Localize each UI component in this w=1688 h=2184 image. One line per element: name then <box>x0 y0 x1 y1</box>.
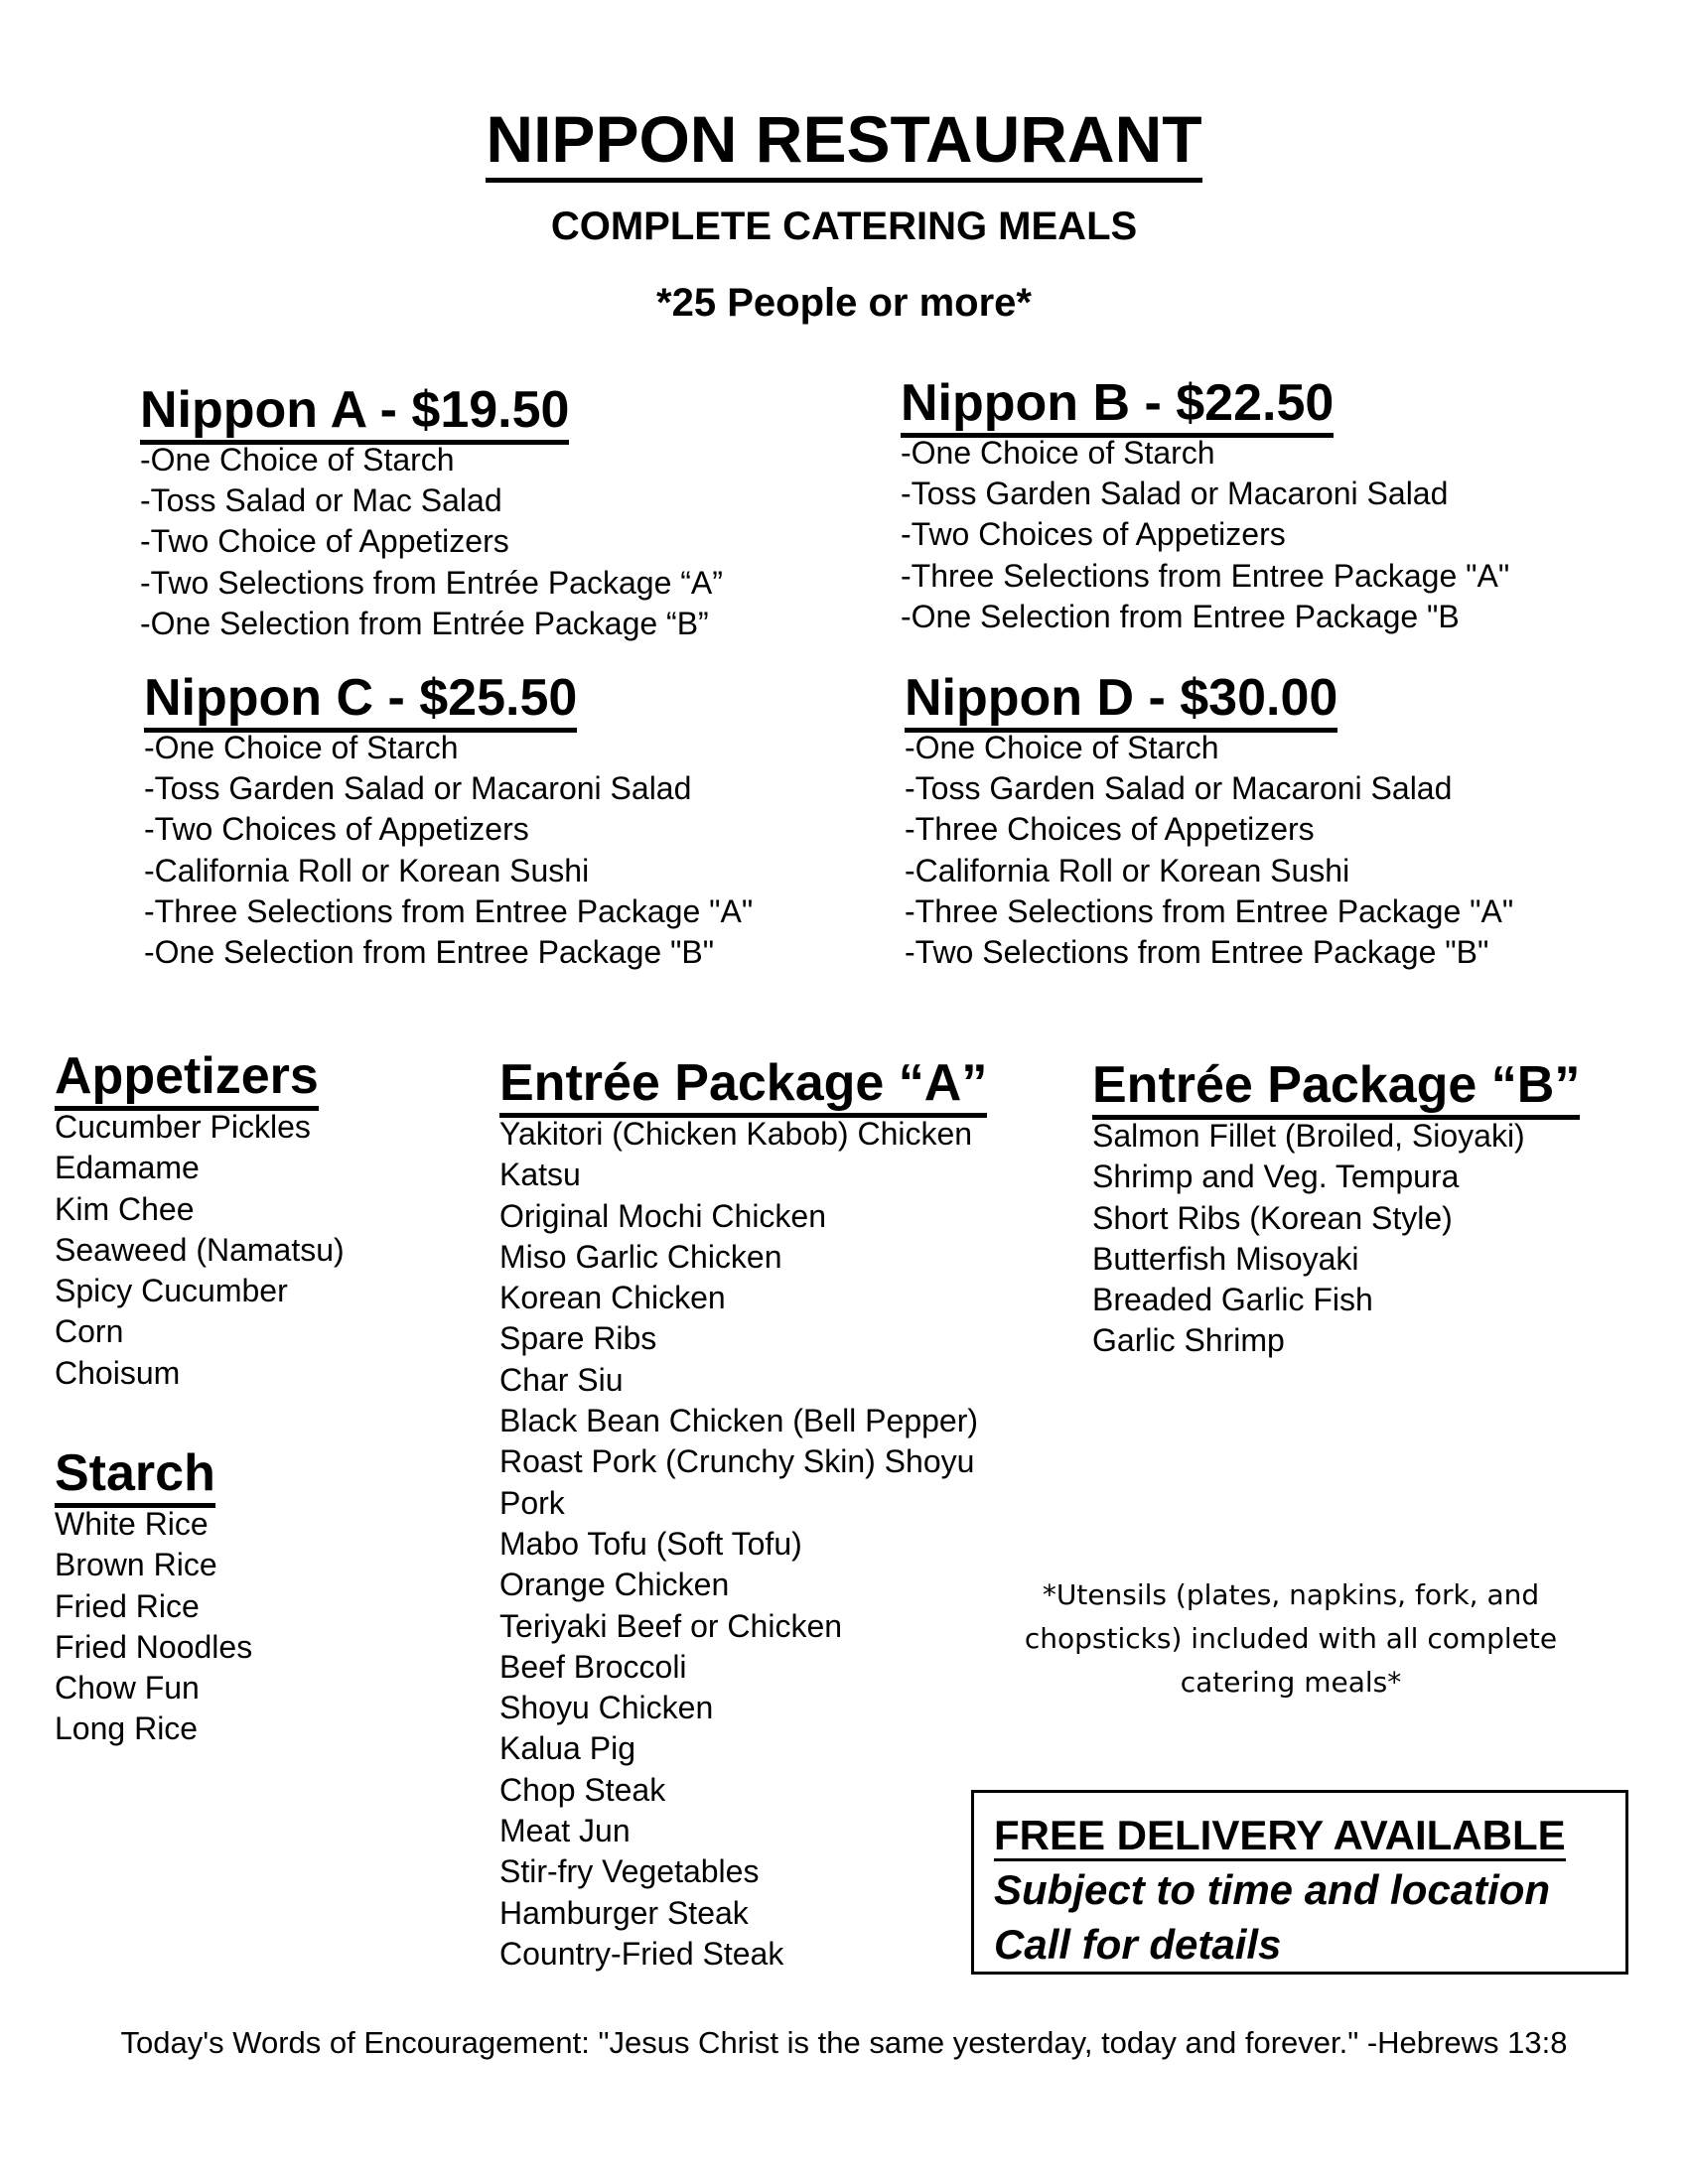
entree-a-item: Country-Fried Steak <box>499 1935 784 1972</box>
starch-item: Fried Rice <box>55 1587 200 1624</box>
entree-b-heading: Entrée Package “B” <box>1092 1054 1580 1116</box>
entree-b-item: Garlic Shrimp <box>1092 1322 1285 1359</box>
entree-a-item: Shoyu Chicken <box>499 1690 714 1726</box>
utensils-line-2: chopsticks) included with all complete <box>1024 1622 1558 1655</box>
people-note: *25 People or more* <box>656 281 1032 325</box>
entree-b-item: Breaded Garlic Fish <box>1092 1282 1373 1318</box>
package-b-item: -One Choice of Starch <box>901 435 1215 471</box>
utensils-line-1: *Utensils (plates, napkins, fork, and <box>1042 1578 1540 1611</box>
appetizer-item: Cucumber Pickles <box>55 1109 311 1145</box>
package-d-item: -One Choice of Starch <box>905 730 1219 765</box>
appetizers-list <box>55 1107 345 1394</box>
appetizer-item: Choisum <box>55 1354 181 1391</box>
package-d-item: -Two Selections from Entree Package "B" <box>905 934 1489 971</box>
starch-section <box>55 1442 252 1750</box>
delivery-box <box>971 1790 1628 1975</box>
appetizer-item: Corn <box>55 1313 124 1350</box>
entree-a-item: Original Mochi Chicken <box>499 1197 827 1234</box>
package-d-item: -California Roll or Korean Sushi <box>905 852 1350 888</box>
package-c-item: -California Roll or Korean Sushi <box>144 852 590 888</box>
entree-a-list <box>499 1114 987 1975</box>
package-a-item: -Two Choice of Appetizers <box>140 523 509 560</box>
entree-a-item: Hamburger Steak <box>499 1894 749 1931</box>
package-c-item: -One Choice of Starch <box>144 730 459 765</box>
package-c-list <box>144 728 753 973</box>
appetizer-item: Seaweed (Namatsu) <box>55 1231 345 1268</box>
package-d-list <box>905 728 1513 973</box>
package-b-heading: Nippon B - $22.50 <box>901 373 1509 433</box>
appetizers-section <box>55 1045 345 1394</box>
delivery-call: Call for details <box>994 1921 1282 1968</box>
entree-a-item: Miso Garlic Chicken <box>499 1238 782 1275</box>
entree-a-section <box>499 1052 987 1975</box>
package-b-item: -One Selection from Entree Package "B <box>901 598 1460 634</box>
entree-a-item: Beef Broccoli <box>499 1648 687 1685</box>
entree-a-item: Char Siu <box>499 1361 624 1398</box>
entree-a-item: Orange Chicken <box>499 1567 730 1603</box>
starch-item: White Rice <box>55 1506 209 1542</box>
entree-a-item: Kalua Pig <box>499 1730 635 1767</box>
entree-a-item: Roast Pork (Crunchy Skin) Shoyu <box>499 1443 975 1480</box>
package-d <box>905 668 1513 973</box>
package-c-item: -One Selection from Entree Package "B" <box>144 934 715 971</box>
package-d-item: -Toss Garden Salad or Macaroni Salad <box>905 770 1453 807</box>
utensils-line-3: catering meals* <box>1180 1666 1402 1699</box>
package-b-item: -Toss Garden Salad or Macaroni Salad <box>901 476 1449 512</box>
package-d-item: -Three Selections from Entree Package "A" <box>905 892 1514 929</box>
starch-item: Brown Rice <box>55 1547 217 1583</box>
entree-b-section <box>1092 1054 1580 1362</box>
entree-a-item: Katsu <box>499 1157 581 1193</box>
footer-encouragement: Today's Words of Encouragement: "Jesus Christ is the same yesterday, today and forever." -Hebrews 13:8 <box>120 2025 1568 2060</box>
starch-item: Chow Fun <box>55 1670 200 1706</box>
package-b <box>901 373 1509 637</box>
entree-b-item: Salmon Fillet (Broiled, Sioyaki) <box>1092 1118 1525 1154</box>
utensils-note <box>1003 1573 1579 1705</box>
starch-item: Long Rice <box>55 1710 199 1747</box>
package-d-heading: Nippon D - $30.00 <box>905 668 1513 728</box>
entree-a-item: Teriyaki Beef or Chicken <box>499 1607 843 1644</box>
appetizer-item: Edamame <box>55 1150 200 1186</box>
entree-b-list <box>1092 1116 1580 1362</box>
package-c-item: -Three Selections from Entree Package "A" <box>144 892 754 929</box>
entree-b-item: Shrimp and Veg. Tempura <box>1092 1159 1460 1195</box>
delivery-headline: FREE DELIVERY AVAILABLE <box>994 1809 1625 1862</box>
entree-a-item: Yakitori (Chicken Kabob) Chicken <box>499 1116 973 1152</box>
appetizer-item: Spicy Cucumber <box>55 1273 288 1309</box>
package-a-item: -Toss Salad or Mac Salad <box>140 482 502 519</box>
entree-a-item: Meat Jun <box>499 1813 631 1849</box>
package-a <box>140 380 723 644</box>
entree-b-item: Butterfish Misoyaki <box>1092 1240 1359 1277</box>
package-a-item: -Two Selections from Entrée Package “A” <box>140 564 723 601</box>
starch-item: Fried Noodles <box>55 1628 253 1665</box>
package-b-item: -Two Choices of Appetizers <box>901 516 1286 553</box>
entree-a-item: Spare Ribs <box>499 1320 657 1357</box>
appetizer-item: Kim Chee <box>55 1190 195 1227</box>
package-a-list <box>140 440 723 644</box>
package-a-heading: Nippon A - $19.50 <box>140 380 723 440</box>
entree-a-item: Stir-fry Vegetables <box>499 1853 760 1890</box>
package-d-item: -Three Choices of Appetizers <box>905 811 1315 848</box>
entree-a-item: Korean Chicken <box>499 1280 726 1316</box>
restaurant-name: NIPPON RESTAURANT <box>486 102 1201 183</box>
entree-a-item: Chop Steak <box>499 1771 666 1808</box>
starch-heading: Starch <box>55 1442 252 1504</box>
entree-a-heading: Entrée Package “A” <box>499 1052 987 1114</box>
appetizers-heading: Appetizers <box>55 1045 345 1107</box>
starch-list <box>55 1504 252 1750</box>
package-c-heading: Nippon C - $25.50 <box>144 668 753 728</box>
entree-a-item: Black Bean Chicken (Bell Pepper) <box>499 1403 979 1439</box>
package-b-item: -Three Selections from Entree Package "A" <box>901 557 1510 594</box>
page-subtitle: COMPLETE CATERING MEALS <box>550 205 1138 248</box>
package-c-item: -Two Choices of Appetizers <box>144 811 529 848</box>
entree-a-item: Pork <box>499 1484 565 1521</box>
delivery-condition: Subject to time and location <box>994 1866 1551 1913</box>
package-c-item: -Toss Garden Salad or Macaroni Salad <box>144 770 692 807</box>
entree-a-item: Mabo Tofu (Soft Tofu) <box>499 1525 802 1562</box>
page-title <box>0 99 1688 179</box>
entree-b-item: Short Ribs (Korean Style) <box>1092 1199 1453 1236</box>
package-a-item: -One Selection from Entrée Package “B” <box>140 605 709 641</box>
package-b-list <box>901 433 1509 637</box>
package-a-item: -One Choice of Starch <box>140 442 455 478</box>
package-c <box>144 668 753 973</box>
